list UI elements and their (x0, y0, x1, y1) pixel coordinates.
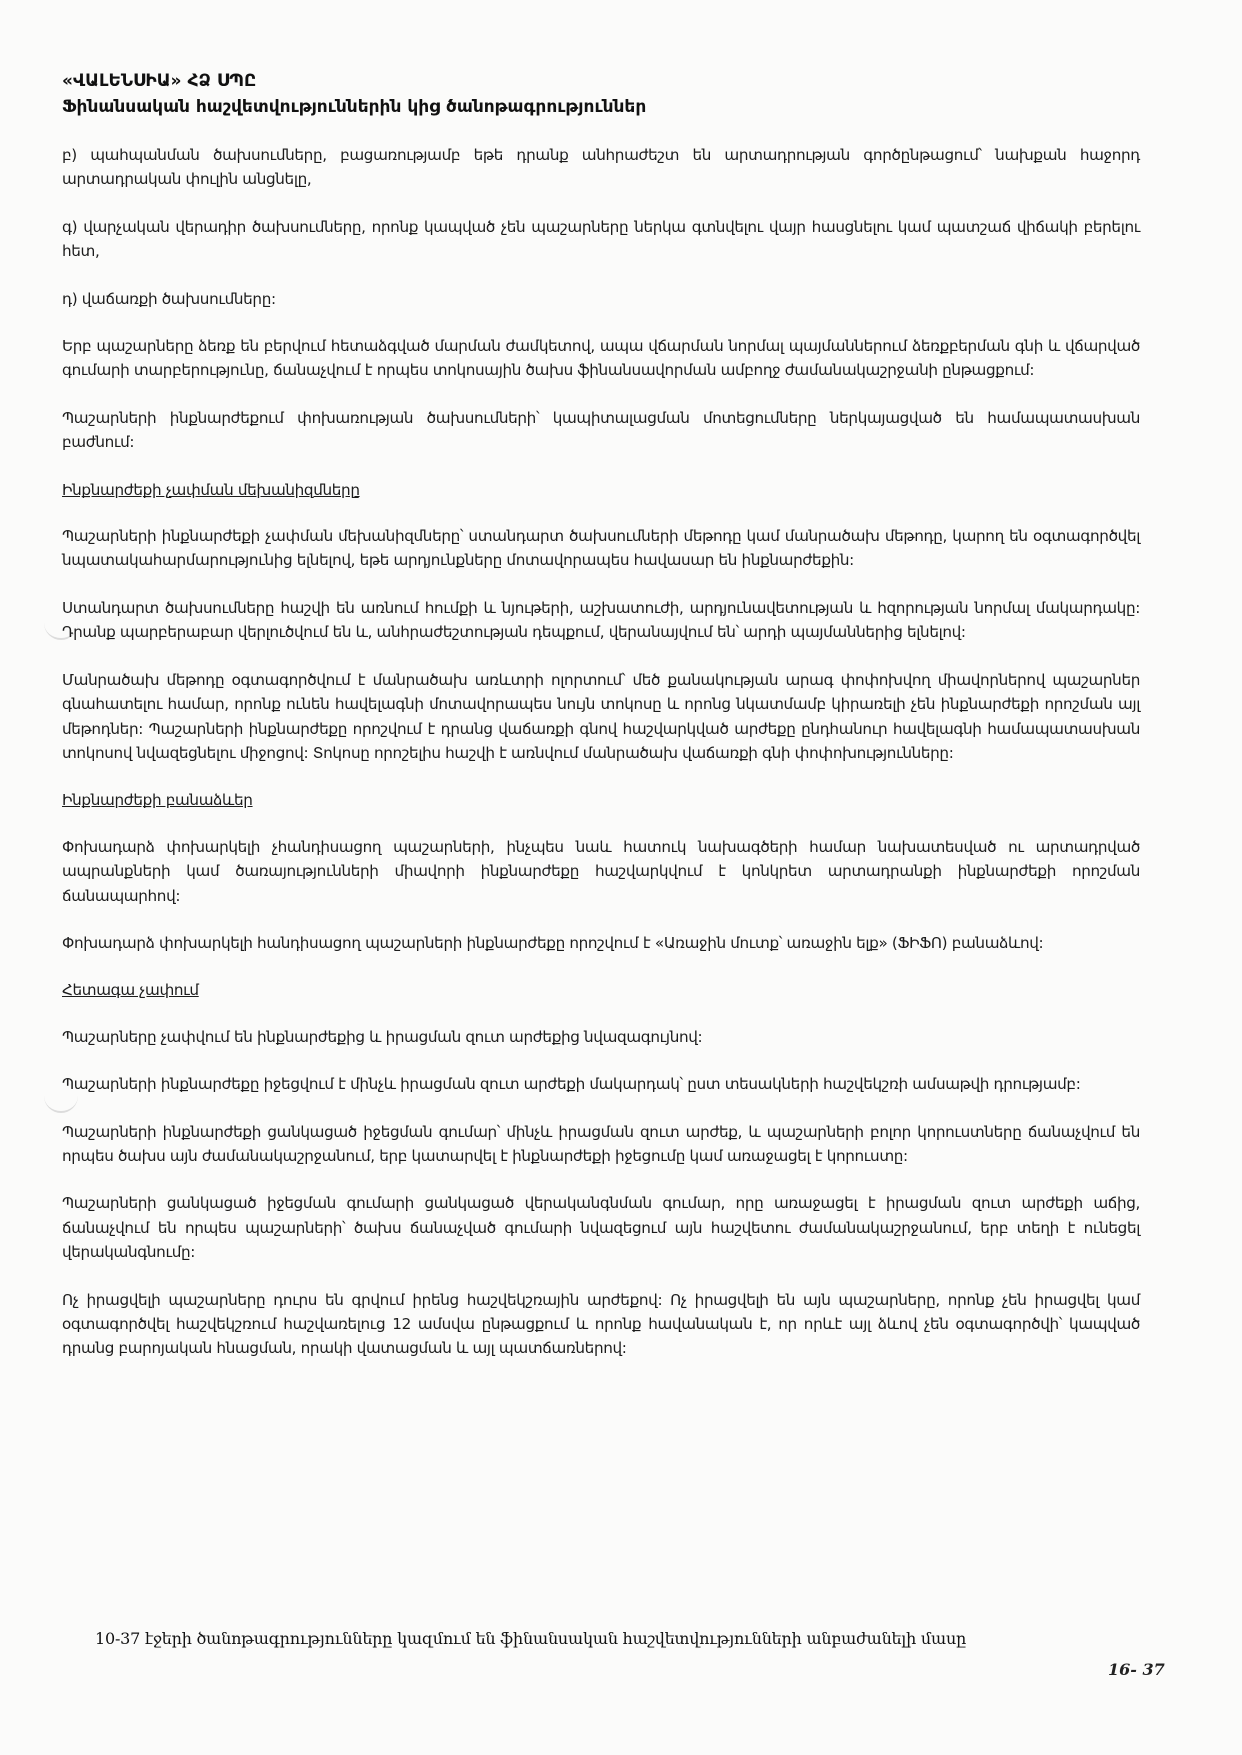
paragraph: դ) վաճառքի ծախսումները: (62, 289, 276, 308)
footer-note: 10-37 էջերի ծանոթագրությունները կազմում են ֆինանսական հաշվետվությունների անբաժանելի մասը (95, 1629, 967, 1648)
paragraph: Ստանդարտ ծախսումները հաշվի են առնում հումքի և նյութերի, աշխատուժի, արդյունավետության և հզորության նորմալ մակարդակը: Դրանք պարբերաբար վերլուծվում են և, անհրաժեշտության դեպքում, վերանայվում են՝ արդի պայմաններից ելնելով: (62, 598, 1140, 642)
paragraph: բ) պահպանման ծախսումները, բացառությամբ եթե դրանք անհրաժեշտ են արտադրության գործընթացում՝ նախքան հաջորդ արտադրական փուլին անցնելը, (62, 146, 1140, 189)
section-heading: Ինքնարժեքի չափման մեխանիզմները (62, 480, 360, 499)
paragraph: Երբ պաշարները ձեռք են բերվում հետաձգված մարման ժամկետով, ապա վճարման նորմալ պայմաններում ձեռքբերման գնի և վճարված գումարի տարբերությունը, ճանաչվում է որպես տոկոսային ծախս ֆինանսավորման ամբողջ ժամանակաշրջանի ընթացքում: (62, 337, 1140, 380)
section-heading: Ինքնարժեքի բանաձևեր (62, 791, 253, 810)
paragraph: Ոչ իրացվելի պաշարները դուրս են գրվում իրենց հաշվեկշռային արժեքով: Ոչ իրացվելի են այն պաշարները, որոնք չեն իրացվել կամ օգտագործվել հաշվեկշռում հաշվառելուց 12 ամսվա ընթացքում և որոնք հավանական է, որ որևէ այլ ձևով չեն օգտագործվի՝ կապված դրանց բարոյական հնացման, որակի վատացման և այլ պատճառներով: (62, 1290, 1140, 1358)
document-body (62, 143, 1140, 1361)
paragraph: Պաշարների ինքնարժեքը իջեցվում է մինչև իրացման զուտ արժեքի մակարդակ՝ ըստ տեսակների հաշվեկշռի ամսաթվի դրությամբ: (62, 1075, 1081, 1094)
page-number: 16- 37 (1108, 1660, 1165, 1679)
paragraph: Փոխադարձ փոխարկելի չհանդիսացող պաշարների, ինչպես նաև հատուկ նախագծերի համար նախատեսված ու արտադրված ապրանքների կամ ծառայությունների միավորի ինքնարժեքը հաշվարկվում է կոնկրետ արտադրանքի ինքնարժեքի որոշման ճանապարհով: (62, 837, 1140, 905)
paragraph: Պաշարների ցանկացած իջեցման գումարի ցանկացած վերականգնման գումար, որը առաջացել է իրացման զուտ արժեքի աճից, ճանաչվում են որպես պաշարների՝ ծախս ճանաչված գումարի նվազեցում այն հաշվետու ժամանակաշրջանում, երբ տեղի է ունեցել վերականգնումը: (62, 1194, 1140, 1262)
section-heading: Հետագա չափում (62, 981, 199, 1000)
paragraph: Պաշարների ինքնարժեքում փոխառության ծախսումների՝ կապիտալացման մոտեցումները ներկայացված են համապատասխան բաժնում: (62, 408, 1140, 452)
paragraph: Փոխադարձ փոխարկելի հանդիսացող պաշարների ինքնարժեքը որոշվում է «Առաջին մուտք՝ առաջին ելք» (ՖԻՖՈ) բանաձևով: (62, 933, 1044, 952)
company-name: «ՎԱԼԵՆՍԻԱ» ՀՁ ՍՊԸ (62, 71, 257, 91)
paragraph: գ) վարչական վերադիր ծախսումները, որոնք կապված չեն պաշարները ներկա գտնվելու վայր հասցնելու կամ պատշաճ վիճակի բերելու հետ, (62, 217, 1140, 261)
paragraph: Պաշարների ինքնարժեքի ցանկացած իջեցման գումար՝ մինչև իրացման զուտ արժեք, և պաշարների բոլոր կորուստները ճանաչվում են որպես ծախս այն ժամանակաշրջանում, երբ կատարվել է ինքնարժեքի իջեցումը կամ առաջացել է կորուստը: (62, 1122, 1140, 1165)
paragraph: Պաշարների ինքնարժեքի չափման մեխանիզմները՝ ստանդարտ ծախսումների մեթոդը կամ մանրածախ մեթոդը, կարող են օգտագործվել նպատակահարմարությունից ելնելով, եթե արդյունքները մոտավորապես հավասար են ինքնարժեքին: (62, 527, 1140, 570)
paragraph: Մանրածախ մեթոդը օգտագործվում է մանրածախ առևտրի ոլորտում՝ մեծ քանակության արագ փոփոխվող միավորներով պաշարներ գնահատելու համար, որոնք ունեն հավելագնի մոտավորապես նույն տոկոսը և որոնց նկատմամբ կիրառելի չեն ինքնարժեքի որոշման այլ մեթոդներ: Պաշարների ինքնարժեքը որոշվում է դրանց վաճառքի գնով հաշվարկված արժեքը ընդհանուր հավելագնի համապատասխան տոկոսով նվազեցնելու միջոցով: Տոկոսը որոշելիս հաշվի է առնվում մանրածախ վաճառքի գնի փոփոխությունները: (62, 670, 1140, 762)
document-title: Ֆինանսական հաշվետվություններին կից ծանոթագրություններ (62, 97, 647, 117)
paragraph: Պաշարները չափվում են ինքնարժեքից և իրացման զուտ արժեքից նվազագույնով: (62, 1027, 703, 1046)
document-header (62, 68, 646, 120)
